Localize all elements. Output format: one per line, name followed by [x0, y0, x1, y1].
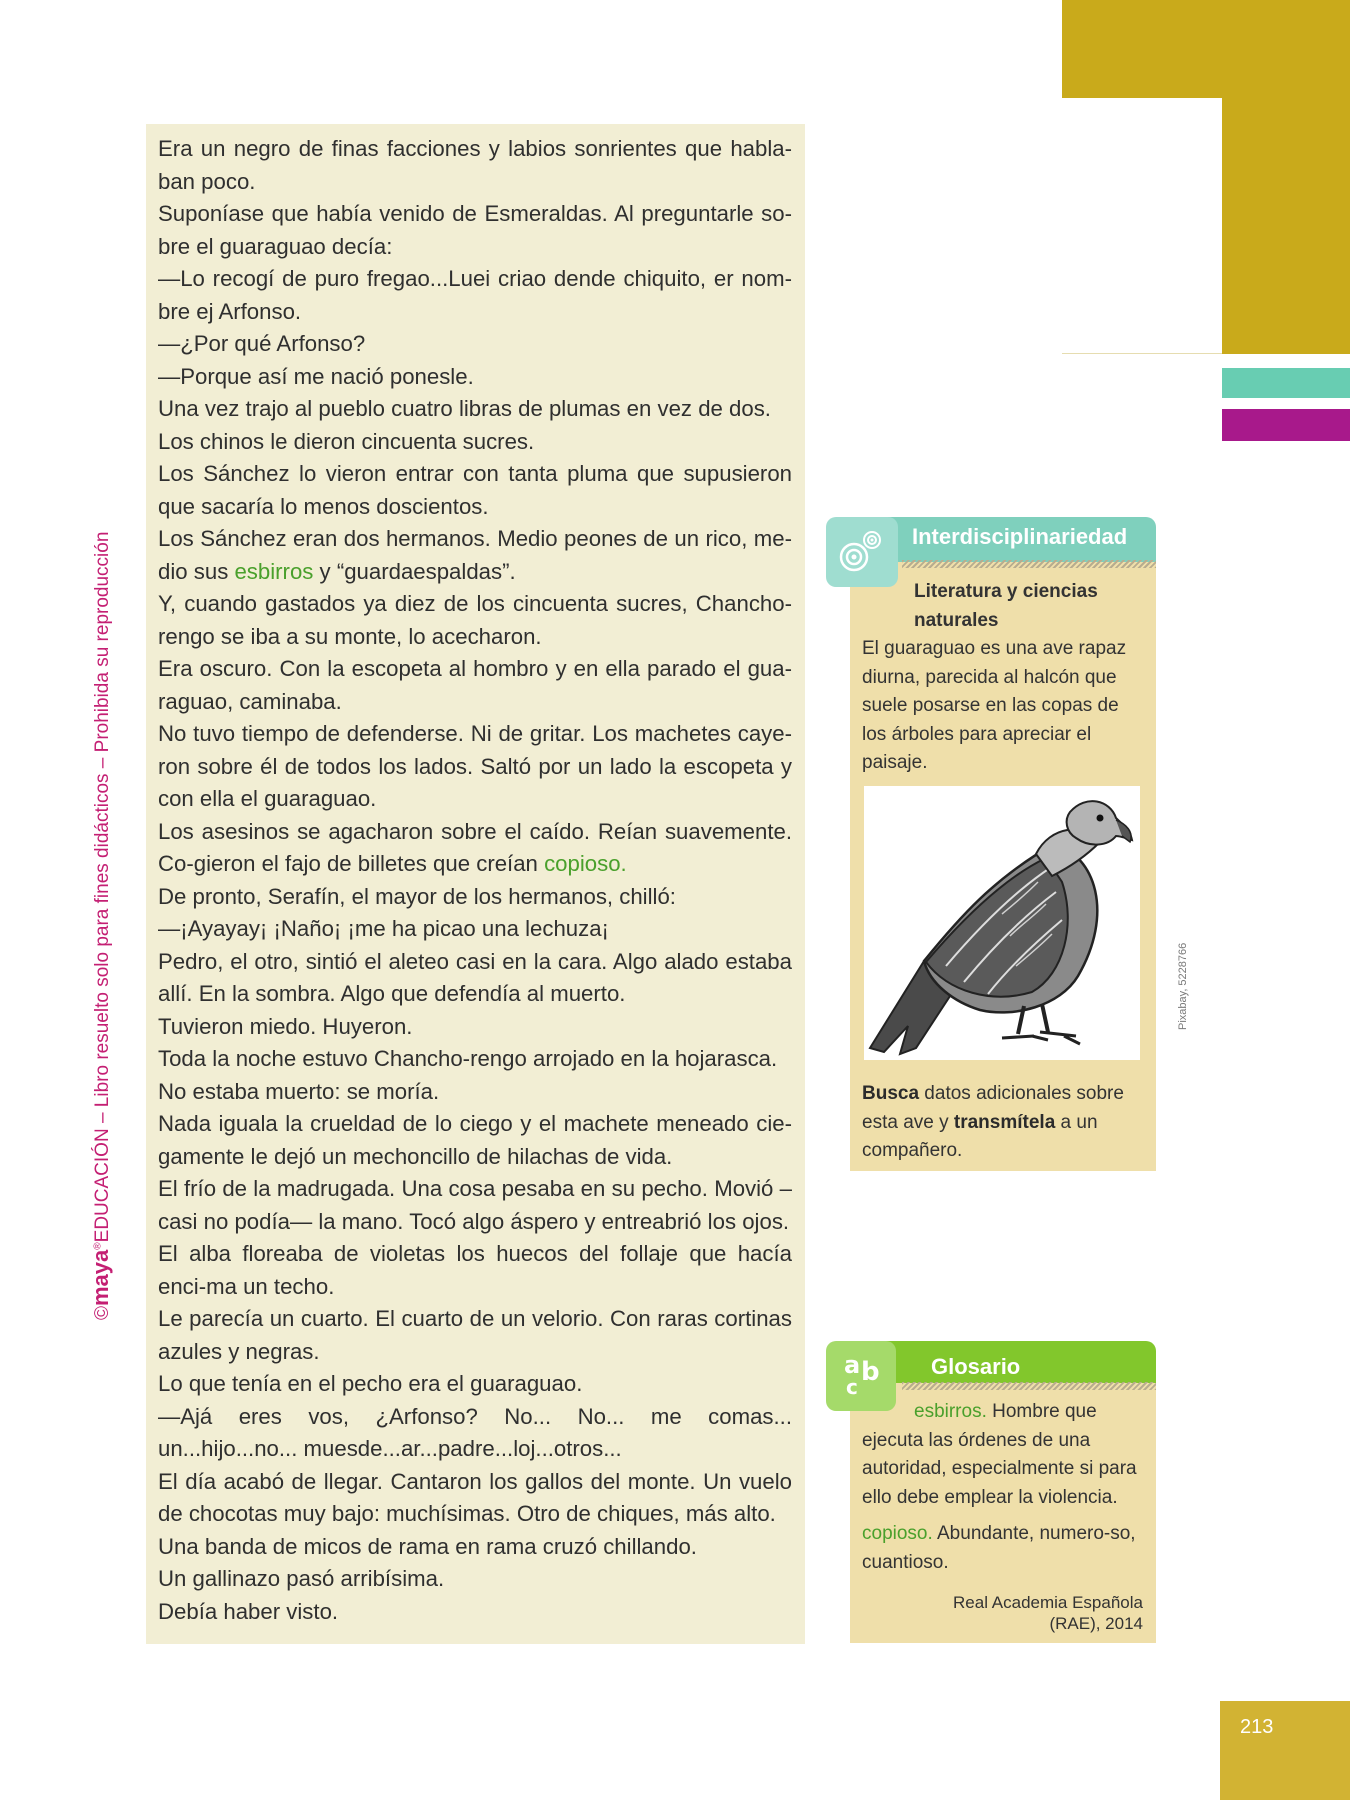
- story-paragraph: Un gallinazo pasó arribísima.: [158, 1566, 445, 1591]
- story-paragraph: —Lo recogí de puro fregao...Luei criao dende chiquito, er nom-bre ej Arfonso.: [158, 266, 792, 324]
- story-paragraph: Suponíase que había venido de Esmeraldas. Al preguntarle so-bre el guaraguao decía:: [158, 201, 792, 259]
- glossary-definition: Abundante, numero-so, cuantioso.: [862, 1523, 1136, 1573]
- story-paragraph: Era un negro de finas facciones y labios sonrientes que habla-ban poco.: [158, 136, 792, 194]
- story-paragraph: Los chinos le dieron cincuenta sucres.: [158, 428, 535, 454]
- story-paragraph: De pronto, Serafín, el mayor de los hermanos, chilló:: [158, 883, 676, 909]
- story-paragraph: Toda la noche estuvo Chancho-rengo arrojado en la hojarasca.: [158, 1046, 778, 1071]
- activity-instruction: [862, 1080, 1148, 1166]
- publisher-brand: maya: [88, 1249, 113, 1306]
- text-fragment: Los Sánchez eran dos hermanos. Medio peones de un rico, me-dio sus: [158, 526, 792, 584]
- copyright-notice: [88, 470, 114, 1320]
- page-number: 213: [1240, 1716, 1274, 1738]
- text-fragment: datos adicionales sobre esta ave y: [862, 1083, 1124, 1133]
- interdisciplinary-subtitle: Literatura y ciencias naturales: [914, 581, 1098, 631]
- instruction-verb: Busca: [862, 1083, 920, 1104]
- glossary-entry: [862, 1520, 1148, 1577]
- guaraguao-illustration: [864, 786, 1140, 1060]
- story-paragraph-copioso: [158, 816, 792, 881]
- story-paragraph: Era oscuro. Con la escopeta al hombro y en ella parado el gua-raguao, caminaba.: [158, 656, 792, 714]
- interdisciplinary-body: El guaraguao es una ave rapaz diurna, parecida al halcón que suele posarse en las copas de los árboles para apreciar el paisaje.: [862, 638, 1127, 773]
- glossary-term: copioso.: [862, 1523, 933, 1544]
- story-paragraph: El día acabó de llegar. Cantaron los gallos del monte. Un vuelo de chocotas muy bajo: muchísimas. Otro de chiques, más alto.: [158, 1468, 792, 1526]
- header-stripe: [902, 1382, 1156, 1390]
- glossary-term-link[interactable]: esbirros: [234, 558, 314, 584]
- glossary-definition: Hombre que ejecuta las órdenes de una autoridad, especialmente si para ello debe emplear la violencia.: [862, 1401, 1137, 1508]
- glossary-entries: [862, 1398, 1148, 1577]
- story-paragraph: Los Sánchez lo vieron entrar con tanta pluma que supusieron que sacaría lo menos doscientos.: [158, 461, 792, 519]
- text-fragment: a un compañero.: [862, 1111, 1098, 1161]
- source-line: (RAE), 2014: [1049, 1614, 1143, 1633]
- glossary-term-link[interactable]: copioso.: [544, 851, 627, 876]
- spiral-icon: [826, 517, 898, 587]
- divider-line: [1062, 353, 1222, 354]
- source-line: Real Academia Española: [953, 1593, 1143, 1612]
- header-stripe: [902, 560, 1156, 568]
- glossary-title: Glosario: [931, 1354, 1021, 1379]
- story-text: [158, 133, 792, 1628]
- icon-letter: c: [846, 1375, 858, 1399]
- story-paragraph: El alba floreaba de violetas los huecos del follaje que hacía enci-ma un techo.: [158, 1241, 792, 1299]
- color-tab-magenta: [1222, 409, 1350, 441]
- glossary-source: [940, 1592, 1143, 1634]
- corner-decoration-gold: [1062, 0, 1350, 98]
- copyright-symbol: ©: [92, 1306, 113, 1320]
- glossary-term: esbirros.: [914, 1401, 987, 1422]
- side-decoration-gold: [1222, 98, 1350, 354]
- story-paragraph: —Porque así me nació ponesle.: [158, 363, 474, 389]
- story-paragraph: —¡Ayayay¡ ¡Naño¡ ¡me ha picao una lechuza¡: [158, 916, 609, 941]
- icon-letter: a: [844, 1351, 861, 1379]
- text-fragment: y “guardaespaldas”.: [313, 558, 516, 584]
- story-paragraph: Y, cuando gastados ya diez de los cincuenta sucres, Chancho-rengo se iba a su monte, lo acecharon.: [158, 591, 792, 649]
- story-paragraph: Una banda de micos de rama en rama cruzó chillando.: [158, 1533, 697, 1559]
- text-fragment: Los asesinos se agacharon sobre el caído. Reían suavemente. Co-gieron el fajo de billetes que creían: [158, 818, 792, 876]
- story-paragraph: Debía haber visto.: [158, 1598, 339, 1624]
- glossary-entry: [862, 1398, 1148, 1512]
- story-paragraph: —¿Por qué Arfonso?: [158, 331, 366, 356]
- story-paragraph: Pedro, el otro, sintió el aleteo casi en la cara. Algo alado estaba allí. En la sombra. Algo que defendía al muerto.: [158, 948, 792, 1006]
- registered-mark: ®: [92, 1242, 104, 1250]
- story-paragraph: —Ajá eres vos, ¿Arfonso? No... No... me comas... un...hijo...no... muesde...ar...padre...loj...otros...: [158, 1403, 792, 1461]
- interdisciplinary-title: Interdisciplinariedad: [912, 524, 1128, 549]
- story-paragraph: El frío de la madrugada. Una cosa pesaba en su pecho. Movió –casi no podía— la mano. Tocó algo áspero y entreabrió los ojos.: [158, 1176, 792, 1234]
- interdisciplinary-content: [862, 578, 1148, 778]
- story-paragraph: Una vez trajo al pueblo cuatro libras de plumas en vez de dos.: [158, 396, 771, 421]
- copyright-text: EDUCACIÓN – Libro resuelto solo para fines didácticos – Prohibida su reproducción: [92, 531, 113, 1243]
- story-paragraph: Le parecía un cuarto. El cuarto de un velorio. Con raras cortinas azules y negras.: [158, 1306, 792, 1364]
- story-paragraph: Nada iguala la crueldad de lo ciego y el machete meneado cie-gamente le dejó un mechoncillo de hilachas de vida.: [158, 1111, 792, 1169]
- story-paragraph: Lo que tenía en el pecho era el guaraguao.: [158, 1371, 583, 1396]
- photo-credit: Pixabay, 5228766: [1177, 942, 1189, 1030]
- icon-letter: b: [861, 1357, 880, 1387]
- instruction-verb: transmítela: [953, 1111, 1056, 1133]
- story-paragraph: No tuvo tiempo de defenderse. Ni de gritar. Los machetes caye-ron sobre él de todos los lados. Saltó por un lado la escopeta y con ella el guaraguao.: [158, 721, 792, 811]
- story-paragraph: Tuvieron miedo. Huyeron.: [158, 1013, 413, 1039]
- color-tab-teal: [1222, 368, 1350, 398]
- story-paragraph: No estaba muerto: se moría.: [158, 1078, 440, 1104]
- story-paragraph-esbirros: [158, 523, 792, 588]
